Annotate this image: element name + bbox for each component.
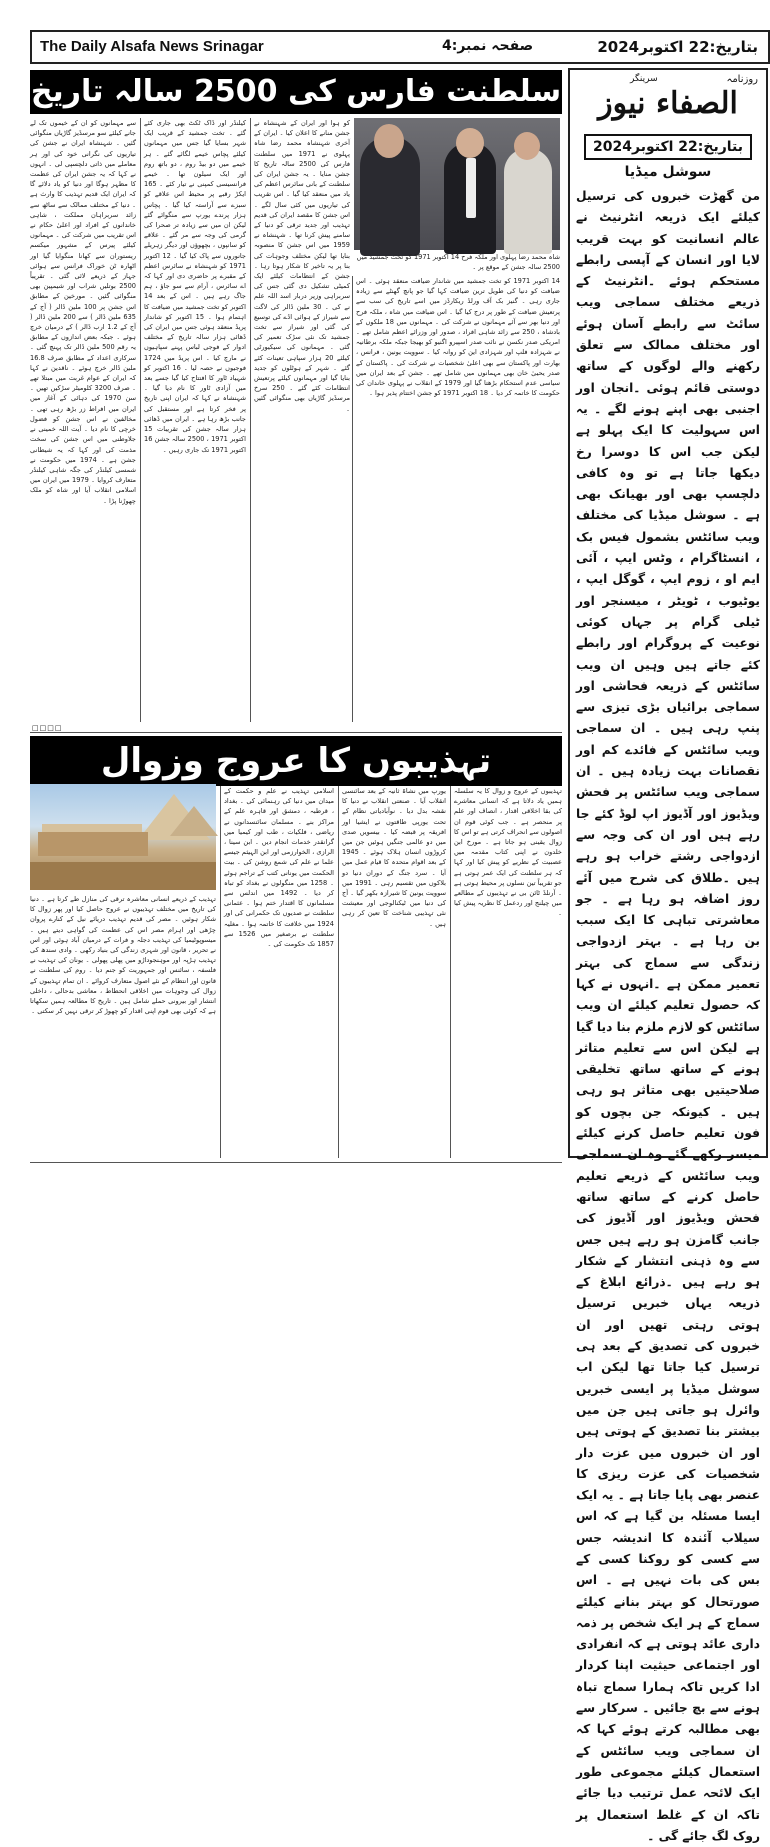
newspaper-title-english: The Daily Alsafa News Srinagar xyxy=(40,38,264,55)
article2-column-2: اسلامی تہذیب نے علم و حکمت کے میدان میں دنیا کی رہنمائی کی ۔ بغداد ، قرطبہ ، دمشق اور قاہرہ علم کے مراکز بنے ۔ مسلمان سائنسدانوں نے ریاضی ، فلکیات ، طب اور کیمیا میں گرانقدر خدمات انجام دیں ۔ ابن سینا ، الرازی ، الخوارزمی اور ابن الہیثم جیسے علما نے علم کی شمع روشن کی ۔ بیت الحکمت میں یونانی کتب کے تراجم ہوئے ۔ 1258 میں منگولوں نے بغداد کو تباہ کر دیا ۔ 1492 میں اندلس سے مسلمانوں کا اقتدار ختم ہوا ۔ عثمانی سلطنت نے صدیوں تک حکمرانی کی اور 1924 میں خلافت کا خاتمہ ہوا ۔ مغلیہ سلطنت نے برصغیر میں 1526 سے 1857 تک حکومت کی ۔ xyxy=(224,787,335,949)
masthead-city-label: سرینگر xyxy=(630,74,658,84)
article2-column-4: تہذیبوں کے عروج و زوال کا یہ سلسلہ ہمیں یاد دلاتا ہے کہ انسانی معاشرے کی بقا اخلاقی اقدار ، انصاف اور علم پر منحصر ہے ۔ جب کوئی قوم ان اصولوں سے انحراف کرتی ہے تو اس کا زوال یقینی ہو جاتا ہے ۔ مورخ ابن خلدون نے اپنی کتاب مقدمہ میں عصبیت کے نظریے کو پیش کیا اور کہا کہ ہر سلطنت کی ایک عمر ہوتی ہے جو تقریباً تین نسلوں پر محیط ہوتی ہے ۔ آرنلڈ ٹائن بی نے تہذیبوں کے مطالعے میں چیلنج اور ردعمل کا نظریہ پیش کیا ۔ xyxy=(454,787,562,918)
editorial-body: من گھڑت خبروں کی ترسیل کیلئے ایک ذریعہ انٹرنیٹ نے عالم انسانیت کو بہت قریب لایا اور انسان کے آپسی رابطے مستحکم ہوئے ۔انٹرنیٹ کے ذریعے مختلف سماجی ویب سائٹ سے رابطے آسان ہوئے اور مختلف ممالک سے تعلق رکھنے والے لوگوں کے ساتھ دوستی قائم ہوئی ۔انجان اور اجنبی بھی اپنے ہونے لگے ۔ یہ اس سہولیت کا ایک پہلو ہے لیکن جب اس کا دوسرا رخ دیکھا جاتا ہے تو وہ کافی دلچسپ بھی اور بھیانک بھی ہے ۔ سوشل میڈیا کی مختلف ویب سائٹس بشمول فیس بک ، انسٹاگرام ، وٹس ایپ ، آئی ایم او ، زوم ایپ ، گوگل ایپ ، یوٹیوب ، ٹویٹر ، میسنجر اور ٹیلی گرام پر جہاں کوئی نوعیت کے پروگرام اور رابطے کئے جاتے ہیں وہیں ان ویب سائٹس کے ذریعہ فحاشی اور سماجی برائیاں بڑی تیزی سے پنپ رہی ہیں ۔ ان سماجی ویب سائٹس کے فائدے کم اور نقصانات بہت زیادہ ہیں ۔ ان سماجی ویب سائٹس پر فحش ویڈیوز اور آڈیوز اپ لوڈ کئے جا رہے ہیں اور ان کی وجہ سے ازدواجی رشتے خراب ہو رہے ہیں ۔طلاق کی شرح میں آئے روز اضافہ ہو رہا ہے ۔ جو معاشرتی تباہی کا ایک سبب بن رہا ہے ۔ بہتر ازدواجی زندگی سے سماج کی بہتر تعمیر ممکن ہے ۔انہوں نے کہا کہ حصول تعلیم کیلئے ان ویب سائٹس کو لازم ملزم بنا دیا گیا ہے لیکن اس سے تعلیم متاثر ہونے کے ساتھ ساتھ تخلیقی صلاحیتیں بھی متاثر ہو رہی ہیں ۔ کیونکہ جن بچوں کو فون تعلیم حاصل کرنے کیلئے میسر رکھے گئے وہ ان سماجی ویب سائٹس کے ذریعے تعلیم حاصل کرنے کے ساتھ ساتھ فحش ویڈیوز اور آڈیوز کی جانب گامزن ہو رہے ہیں جس سے وہ ذہنی انتشار کے شکار ہو رہے ہیں ۔ذرائع ابلاغ کے ذریعہ یہاں خبریں ترسیل ہوتی رہتی تھیں اور ان خبروں کی تصدیق کے بعد ہی ترسیل کیا جاتا تھا لیکن اب سوشل میڈیا پر ایسی خبریں وائرل ہو جاتی ہیں جن میں بیشتر بنا تصدیق کے ہوتی ہیں اور ان خبروں میں عزت دار شخصیات کی عزت ریزی کا عنصر بھی پایا جاتا ہے ۔ یہ ایک ایسا مسئلہ بن گیا ہے کہ اس سیلاب آئندہ کا اندیشہ جس سے کسی کو روکنا کسی کے بس کی بات نہیں ہے ۔ اس صورتحال کو بہتر بنانے کیلئے سماج کے ہر ایک شخص پر ذمہ داری عائد ہوتی ہے کہ انفرادی اور اجتماعی حیثیت اپنا کردار ادا کریں تاکہ ہمارا سماج تباہ ہونے سے بچ جائیں ۔ سرکار سے بھی مطالبہ کرتے ہوئے کہا کہ ان سماجی ویب سائٹس کے استعمال کیلئے مجموعی طور ایک لائحہ عمل ترتیب دیا جائے تاکہ ان کے غلط استعمال پر روک لگ جائے گی ۔ xyxy=(576,189,760,1843)
article1-column-2: کیلنڈر اور ڈاک ٹکٹ بھی جاری کئے گئے ۔ تخت جمشید کے قریب ایک شہر بسایا گیا جس میں مہمانوں کیلئے پچاس خیمے لگائے گئے ۔ ہر خیمے میں دو بیڈ روم ، دو باتھ روم اور ایک سیلون تھا ۔ خیمے فرانسیسی کمپنی نے تیار کئے ۔ 165 ایکڑ رقبے پر محیط اس علاقے کو سبزے سے آراستہ کیا گیا ۔ پچاس ہزار پرندے یورپ سے منگوائے گئے لیکن ان میں سے زیادہ تر صحرا کی گرمی کی وجہ سے مر گئے ۔ علاقے کو سانپوں ، بچھوؤں اور دیگر زہریلے جانوروں سے پاک کیا گیا ۔ 12 اکتوبر 1971 کو شہنشاہ نے سائرس اعظم کے مقبرے پر حاضری دی اور کہا کہ اے سائرس ، آرام سے سو جاؤ ، ہم جاگ رہے ہیں ۔ اس کے بعد 14 اکتوبر کو تخت جمشید میں ضیافت کا اہتمام ہوا ۔ 15 اکتوبر کو شاندار پریڈ منعقد ہوئی جس میں ایران کی ڈھائی ہزار سالہ تاریخ کے مختلف ادوار کے فوجی لباس پہنے سپاہیوں نے مارچ کیا ۔ اس پریڈ میں 1724 فوجیوں نے حصہ لیا ۔ 16 اکتوبر کو شہیاد ٹاور کا افتتاح کیا گیا جسے بعد میں آزادی ٹاور کا نام دیا گیا ۔ شہنشاہ نے کہا کہ ایران اپنی تاریخ پر فخر کرتا ہے اور مستقبل کی جانب بڑھ رہا ہے ۔ ایران میں ڈھائی ہزار سالہ جشن کی تقریبات 15 اکتوبر 1971 ، 2500 سالہ جشن 16 اکتوبر 1971 تک جاری رہیں ۔ xyxy=(144,119,246,454)
sidebar-column xyxy=(568,68,768,1843)
article2-column-1: تہذیب کے ذریعے انسانی معاشرہ ترقی کی منازل طے کرتا ہے ۔ دنیا کی تاریخ میں مختلف تہذیبوں نے عروج حاصل کیا اور پھر زوال کا شکار ہوئیں ۔ مصر کی قدیم تہذیب دریائے نیل کے کنارے پروان چڑھی اور اہرام مصر اس کی عظمت کی گواہی دیتے ہیں ۔ میسوپوٹیمیا کی تہذیب دجلہ و فرات کے درمیان آباد ہوئی اور اس نے تحریر ، قانون اور شہری زندگی کی بنیاد رکھی ۔ وادی سندھ کی تہذیب ہڑپہ اور موہنجوداڑو میں پھلی پھولی ۔ یونان کی تہذیب نے فلسفہ ، سائنس اور جمہوریت کو جنم دیا ۔ روم کی سلطنت نے قانون اور انتظام کے نئے اصول متعارف کروائے ۔ ان تمام تہذیبوں کے زوال کی وجوہات میں اخلاقی انحطاط ، معاشی بدحالی ، داخلی انتشار اور بیرونی حملے شامل ہیں ۔ تاریخ کا مطالعہ ہمیں سکھاتا ہے کہ کوئی بھی قوم اپنی اقدار کو چھوڑ کر ترقی نہیں کر سکتی ۔ xyxy=(30,895,216,1016)
page-header xyxy=(30,30,770,64)
article2-photo xyxy=(30,784,216,890)
article2-column-3: یورپ میں نشاۃ ثانیہ کے بعد سائنسی انقلاب آیا ۔ صنعتی انقلاب نے دنیا کا نقشہ بدل دیا ۔ نوآبادیاتی نظام کے تحت یورپی طاقتوں نے ایشیا اور افریقہ پر قبضہ کیا ۔ بیسویں صدی میں دو عالمی جنگیں ہوئیں جن میں کروڑوں انسان ہلاک ہوئے ۔ 1945 کے بعد اقوام متحدہ کا قیام عمل میں آیا ۔ سرد جنگ کے دوران دنیا دو بلاکوں میں تقسیم رہی ۔ 1991 میں سوویت یونین کا شیرازہ بکھر گیا ۔ آج کی دنیا میں ٹیکنالوجی اور معیشت نئی تہذیبی شناخت کا تعین کر رہی ہیں ۔ xyxy=(342,787,446,928)
article1-column-4: 14 اکتوبر 1971 کو تخت جمشید میں شاندار ضیافت منعقد ہوئی ۔ اس ضیافت کو دنیا کی طویل ترین ضیافت کہا گیا جو پانچ گھنٹے سے زیادہ جاری رہی ۔ گنیز بک آف ورلڈ ریکارڈز میں اسے تاریخ کی سب سے پرتعیش ضیافت کے طور پر درج کیا گیا ۔ اس ضیافت میں شاہ ، ملکہ فرح اور دنیا بھر سے آئے مہمانوں نے شرکت کی ۔ مہمانوں میں 18 ملکوں کے بادشاہ ، 250 سے زائد شاہی افراد ، صدور اور وزرائے اعظم شامل تھے ۔ امریکی صدر نکسن نے نائب صدر اسپیرو اگنیو کو بھیجا جبکہ ملکہ برطانیہ نے شہزادہ فلپ اور شہزادی این کو روانہ کیا ۔ سوویت یونین ، فرانس ، بھارت اور پاکستان سے بھی اعلیٰ شخصیات نے شرکت کی ۔ پاکستان کے صدر یحییٰ خان بھی مہمانوں میں شامل تھے ۔ جشن کے بعد ایران میں سیاسی عدم استحکام بڑھتا گیا اور 1979 کے انقلاب نے پہلوی خاندان کی حکومت کا خاتمہ کر دیا ۔ 18 اکتوبر 1971 کو جشن اختتام پذیر ہوا ۔ xyxy=(356,277,560,398)
article1-column-3: کو ہوا اور ایران کے شہنشاہ نے جشن منانے کا اعلان کیا ۔ ایران کے آخری شہنشاہ محمد رضا شاہ پہلوی نے 1971 میں سلطنت فارس کی 2500 سالہ تاریخ کا جشن منایا ۔ یہ جشن ایران کی سلطنت کے بانی سائرس اعظم کی یاد میں منعقد کیا گیا ۔ اس تقریب کی تیاریوں میں کئی سال لگے ۔ اس جشن کا مقصد ایران کی قدیم تہذیب اور جدید ترقی کو دنیا کے سامنے پیش کرنا تھا ۔ شہنشاہ نے 1959 میں اس جشن کا منصوبہ بنایا تھا لیکن مختلف وجوہات کی بنا پر یہ تاخیر کا شکار ہوتا رہا ۔ جشن کے انتظامات کیلئے ایک کمیٹی تشکیل دی گئی جس کی سربراہی وزیر دربار اسد اللہ علم نے کی ۔ 30 ملین ڈالر کی لاگت سے شیراز کے ہوائی اڈے کی توسیع کی گئی اور شیراز سے تخت جمشید تک نئی سڑک تعمیر کی گئی ۔ مہمانوں کی سیکیورٹی کیلئے 20 ہزار سپاہی تعینات کئے گئے ۔ شہر کے ہوٹلوں کو جدید بنایا گیا اور مہمانوں کیلئے پرتعیش انتظامات کئے گئے ۔ 250 سرخ مرسڈیز گاڑیاں بھی منگوائی گئیں ۔ xyxy=(254,119,351,413)
sidebar-date-box: بتاریخ:22 اکتوبر2024 xyxy=(584,134,752,160)
article2-headline: تہذیبوں کا عروج وزوال xyxy=(30,736,562,786)
article1-headline: سلطنت فارس کی 2500 سالہ تاریخ xyxy=(30,70,562,114)
header-date: بتاریخ:22 اکتوبر2024 xyxy=(597,38,758,56)
masthead-daily-label: روزنامہ xyxy=(726,74,758,85)
article1-column-1: سے مہمانوں کو ان کے خیموں تک لے جانے کیلئے سو مرسڈیز گاڑیاں منگوائی گئیں ۔ شہنشاہ ایران نے جشن کی تیاریوں کی نگرانی خود کی اور ہر معاملے میں ذاتی دلچسپی لی ۔ انہوں نے کہا کہ یہ جشن ایران کی عظمت کا مظہر ہوگا اور دنیا کو یاد دلائے گا کہ ایران ایک قدیم تہذیب کا وارث ہے ۔ دنیا کے مختلف ممالک سے ساٹھ سے زائد سربراہان مملکت ، شاہی خاندانوں کے افراد اور اعلیٰ حکام نے اس تقریب میں شرکت کی ۔ مہمانوں کیلئے پیرس کے مشہور میکسم ریستوران سے کھانا منگوایا گیا اور اٹھارہ ٹن خوراک فرانس سے ہوائی جہاز کے ذریعے لائی گئی ۔ تقریباً 2500 بوتلیں شراب اور شیمپین بھی منگوائی گئیں ۔ مورخین کے مطابق اس جشن پر 100 ملین ڈالر ( آج کے 635 ملین ڈالر ) سے 200 ملین ڈالر ( آج کے 1.2 ارب ڈالر ) کے درمیان خرچ ہوئے ۔ جبکہ بعض اندازوں کے مطابق یہ رقم 500 ملین ڈالر تک پہنچ گئی ۔ سرکاری اعداد کے مطابق صرف 16.8 ملین ڈالر خرچ ہوئے ۔ ناقدین نے کہا کہ ایران کے عوام غربت میں مبتلا تھے ۔ صرف 3200 کلومیٹر سڑکیں تھیں ۔ سن 1970 کی دہائی کے آغاز میں ایران میں افراط زر بڑھ رہی تھی ۔ مخالفین نے اس جشن کو فضول خرچی کا نام دیا ۔ آیت اللہ خمینی نے جلاوطنی میں اس جشن کی سخت مذمت کی اور کہا کہ یہ شیطانی جشن ہے ۔ 1974 میں حکومت نے شمسی کیلنڈر کی جگہ شاہی کیلنڈر متعارف کروایا ۔ 1979 میں ایران میں اسلامی انقلاب آیا اور شاہ کو ملک چھوڑنا پڑا ۔ xyxy=(30,119,136,505)
page-number: صفحہ نمبر:4 xyxy=(442,38,534,54)
masthead-name: الصفاء نیوز xyxy=(598,86,738,121)
article1-photo xyxy=(354,118,560,250)
editorial-heading: سوشل میڈیا xyxy=(624,164,712,180)
article1-end-mark: □□□□ xyxy=(32,724,63,732)
article1-photo-caption: شاہ محمد رضا پہلوی اور ملکہ فرح 14 اکتوبر 1971 کو تخت جمشید میں 2500 سالہ جشن کے موقع پر ۔ xyxy=(356,253,560,271)
